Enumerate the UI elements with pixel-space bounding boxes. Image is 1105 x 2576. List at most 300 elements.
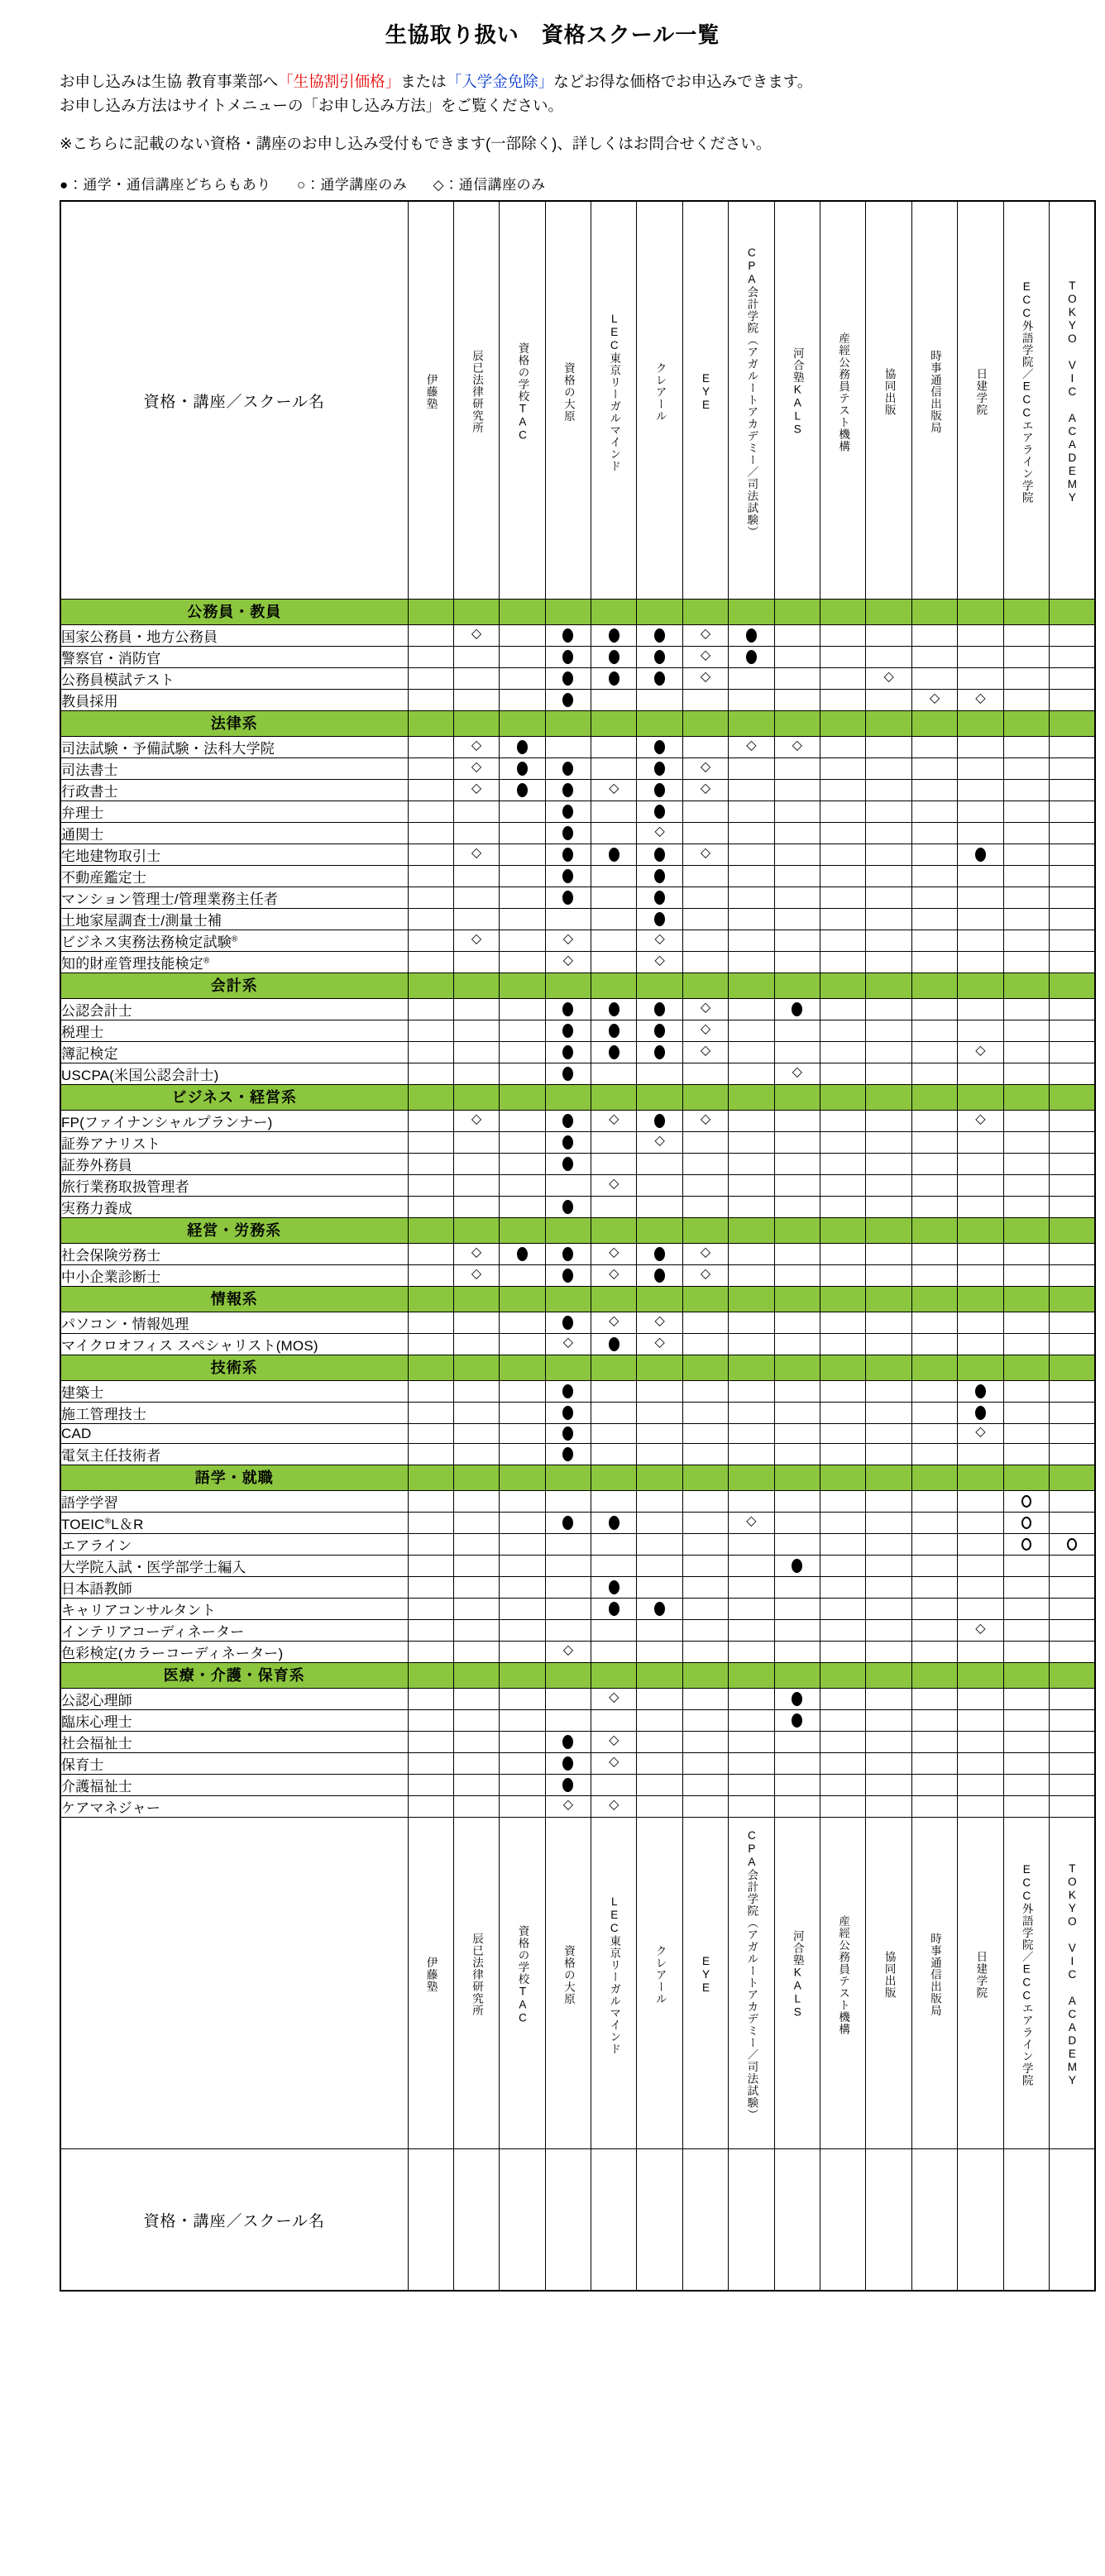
mark-correspondence-only [682,668,728,690]
course-name-cell: 証券アナリスト [60,1132,408,1154]
category-band-cell [729,1287,774,1312]
mark-empty [1049,1381,1094,1403]
filled-circle-icon [975,1384,986,1398]
diamond-icon: ◇ [700,1267,711,1282]
mark-correspondence-only [637,1312,682,1334]
mark-empty [866,887,911,909]
category-band-cell [682,1663,728,1689]
mark-both-modes [729,625,774,647]
qualification-school-matrix [60,200,1096,2292]
mark-empty [408,1334,453,1355]
mark-empty [1003,1132,1049,1154]
table-row [60,1796,1095,1818]
category-band-cell [911,973,957,999]
mark-empty [500,1154,545,1175]
mark-empty [453,823,499,844]
mark-empty [1003,1753,1049,1775]
footer-empty-cell [591,2149,637,2292]
matrix-footer-corner-label: 資格・講座／スクール名 [60,2149,408,2292]
category-band-cell [682,1465,728,1491]
mark-empty [866,737,911,758]
mark-empty [729,887,774,909]
mark-empty [1049,1063,1094,1085]
filled-circle-icon [562,1516,573,1530]
mark-empty [820,1534,866,1556]
mark-empty [820,1444,866,1465]
filled-circle-icon [562,869,573,883]
table-row [60,1334,1095,1355]
mark-empty [1003,1154,1049,1175]
category-band-cell [774,1465,820,1491]
category-band-cell [1049,1465,1094,1491]
mark-empty [453,1732,499,1753]
diamond-icon: ◇ [975,1622,986,1637]
mark-empty [911,1381,957,1403]
mark-empty [1049,823,1094,844]
mark-empty [911,780,957,801]
mark-empty [500,690,545,711]
mark-empty [1049,930,1094,952]
mark-both-modes [500,758,545,780]
mark-empty [911,909,957,930]
mark-empty [1049,844,1094,866]
table-row [60,1111,1095,1132]
mark-empty [682,909,728,930]
mark-empty [682,1689,728,1710]
mark-empty [774,625,820,647]
category-band-cell [682,600,728,625]
category-band-cell [545,1287,591,1312]
mark-both-modes [774,1556,820,1577]
diamond-icon: ◇ [471,1267,482,1282]
mark-empty [408,1154,453,1175]
mark-correspondence-only [453,758,499,780]
mark-empty [408,1020,453,1042]
course-name-cell: 簿記検定 [60,1042,408,1063]
mark-both-modes [545,758,591,780]
mark-empty [1003,1265,1049,1287]
mark-empty [729,952,774,973]
mark-empty [453,1334,499,1355]
mark-empty [682,1732,728,1753]
mark-empty [729,930,774,952]
mark-empty [1003,1775,1049,1796]
mark-empty [820,801,866,823]
course-name-cell: マンション管理士/管理業務主任者 [60,887,408,909]
mark-empty [500,844,545,866]
mark-empty [682,866,728,887]
course-name-cell: 実務力養成 [60,1197,408,1218]
category-label: 語学・就職 [60,1465,408,1491]
mark-empty [911,866,957,887]
school-footer-label: 協同出版 [883,1951,896,2000]
table-row [60,1753,1095,1775]
course-name-cell: 土地家屋調査士/測量士補 [60,909,408,930]
footer-empty-cell [1049,2149,1094,2292]
table-row [60,1689,1095,1710]
course-name-cell: ケアマネジャー [60,1796,408,1818]
mark-empty [1003,758,1049,780]
mark-empty [500,1403,545,1424]
mark-empty [591,930,637,952]
category-band-cell [682,1287,728,1312]
category-band-cell [866,1663,911,1689]
mark-both-modes [591,1513,637,1534]
mark-empty [1003,844,1049,866]
mark-empty [1003,1063,1049,1085]
diamond-icon: ◇ [654,1134,665,1149]
category-band-cell [682,973,728,999]
category-band-cell [911,1355,957,1381]
category-band-cell [545,1085,591,1111]
mark-empty [820,1334,866,1355]
mark-empty [453,1175,499,1197]
mark-both-modes [637,1111,682,1132]
mark-empty [729,1042,774,1063]
mark-empty [682,1513,728,1534]
mark-empty [774,1403,820,1424]
mark-empty [408,1710,453,1732]
mark-empty [500,1334,545,1355]
mark-empty [820,1424,866,1444]
mark-empty [545,1556,591,1577]
mark-empty [500,1534,545,1556]
category-band-cell [866,1465,911,1491]
mark-empty [866,1244,911,1265]
filled-circle-icon [517,740,528,754]
mark-both-modes [545,1381,591,1403]
category-label: 技術系 [60,1355,408,1381]
mark-empty [453,1577,499,1599]
mark-correspondence-only [591,780,637,801]
category-band-cell [591,1663,637,1689]
footer-empty-cell [729,2149,774,2292]
mark-both-modes [958,1381,1003,1403]
mark-empty [682,1424,728,1444]
mark-empty [911,1620,957,1642]
mark-empty [545,909,591,930]
mark-empty [500,1775,545,1796]
mark-empty [1049,647,1094,668]
course-name-cell: 証券外務員 [60,1154,408,1175]
filled-circle-icon [654,869,665,883]
mark-empty [408,1753,453,1775]
mark-empty [911,668,957,690]
mark-empty [774,844,820,866]
diamond-icon: ◇ [471,846,482,861]
filled-circle-icon [562,1447,573,1461]
mark-empty [1003,1381,1049,1403]
school-header-label: 辰已法律研究所 [471,350,484,434]
mark-both-modes [637,1244,682,1265]
school-header-8 [729,201,774,600]
mark-empty [1003,737,1049,758]
mark-both-modes [637,801,682,823]
mark-empty [1049,1244,1094,1265]
mark-empty [682,1491,728,1513]
mark-empty [958,887,1003,909]
mark-empty [911,844,957,866]
category-band-cell [958,1465,1003,1491]
diamond-icon: ◇ [746,1514,757,1529]
mark-empty [958,999,1003,1020]
mark-empty [911,1111,957,1132]
school-header-label: 伊藤塾 [424,374,438,410]
open-circle-icon [1021,1538,1031,1551]
mark-empty [1003,1556,1049,1577]
mark-empty [682,1334,728,1355]
mark-correspondence-only [637,823,682,844]
filled-circle-icon [562,1316,573,1330]
mark-empty [591,737,637,758]
category-band-cell [958,711,1003,737]
mark-empty [729,780,774,801]
mark-empty [408,737,453,758]
mark-empty [408,1444,453,1465]
mark-empty [820,1197,866,1218]
course-name-cell: 公認会計士 [60,999,408,1020]
category-band-cell [774,711,820,737]
mark-empty [591,887,637,909]
table-row [60,1444,1095,1465]
mark-empty [729,909,774,930]
category-band-cell [453,1355,499,1381]
mark-empty [911,737,957,758]
category-band-cell [729,1355,774,1381]
mark-empty [774,1334,820,1355]
school-footer-1 [408,1818,453,2149]
filled-circle-icon [654,1602,665,1616]
school-footer-label: 河合塾KALS [791,1930,804,2019]
school-footer-label: 時事通信出版局 [928,1933,941,2017]
intro-text-a: お申し込みは生協 教育事業部へ [60,73,279,90]
mark-empty [774,668,820,690]
category-band-cell [1049,600,1094,625]
mark-empty [774,1534,820,1556]
mark-correspondence-only [591,1796,637,1818]
mark-empty [1049,1753,1094,1775]
diamond-icon: ◇ [700,1112,711,1127]
mark-empty [774,1753,820,1775]
mark-both-modes [958,1403,1003,1424]
course-name-cell: USCPA(米国公認会計士) [60,1063,408,1085]
school-header-6 [637,201,682,600]
mark-classroom-only [1003,1491,1049,1513]
mark-empty [958,1312,1003,1334]
category-row [60,1287,1095,1312]
mark-empty [866,1796,911,1818]
category-band-cell [545,973,591,999]
mark-empty [820,1732,866,1753]
mark-both-modes [545,866,591,887]
mark-empty [729,1334,774,1355]
mark-empty [682,1381,728,1403]
category-band-cell [774,1218,820,1244]
mark-empty [1049,1620,1094,1642]
mark-empty [682,930,728,952]
mark-empty [500,1175,545,1197]
mark-empty [729,1424,774,1444]
mark-empty [958,1556,1003,1577]
filled-circle-icon [609,1024,619,1038]
mark-empty [500,647,545,668]
course-name-cell: 通関士 [60,823,408,844]
mark-both-modes [591,1020,637,1042]
mark-empty [408,1403,453,1424]
mark-empty [1049,1111,1094,1132]
mark-empty [545,737,591,758]
course-name-cell: 中小企業診断士 [60,1265,408,1287]
mark-empty [500,1753,545,1775]
filled-circle-icon [654,628,665,643]
mark-empty [958,866,1003,887]
category-band-cell [820,711,866,737]
mark-empty [774,1042,820,1063]
diamond-icon: ◇ [975,1112,986,1127]
mark-empty [1049,1689,1094,1710]
mark-empty [682,1403,728,1424]
mark-empty [500,1642,545,1663]
filled-circle-icon [654,1045,665,1059]
table-row [60,1042,1095,1063]
mark-empty [820,1063,866,1085]
mark-empty [453,1513,499,1534]
school-footer-3 [500,1818,545,2149]
mark-empty [774,952,820,973]
category-band-cell [911,1465,957,1491]
mark-empty [637,1444,682,1465]
mark-empty [911,999,957,1020]
diamond-icon: ◇ [471,738,482,753]
mark-empty [591,801,637,823]
mark-empty [1003,1424,1049,1444]
filled-circle-icon [562,1427,573,1441]
filled-circle-icon [654,783,665,797]
mark-both-modes [545,1753,591,1775]
mark-empty [911,1197,957,1218]
filled-circle-icon [562,1200,573,1214]
mark-empty [729,1620,774,1642]
mark-empty [911,1063,957,1085]
mark-empty [1049,1710,1094,1732]
category-row [60,1663,1095,1689]
category-band-cell [591,711,637,737]
mark-empty [729,758,774,780]
mark-empty [820,780,866,801]
mark-empty [408,1556,453,1577]
course-name-cell: CAD [60,1424,408,1444]
school-footer-6 [637,1818,682,2149]
mark-empty [820,737,866,758]
mark-empty [911,887,957,909]
mark-empty [453,866,499,887]
mark-both-modes [591,999,637,1020]
mark-empty [866,1753,911,1775]
mark-empty [774,1244,820,1265]
category-band-cell [682,711,728,737]
mark-correspondence-only [682,844,728,866]
mark-empty [1049,758,1094,780]
table-row [60,1020,1095,1042]
category-band-cell [1003,600,1049,625]
mark-empty [408,1534,453,1556]
mark-empty [1049,1312,1094,1334]
school-header-15 [1049,201,1094,600]
course-name-cell: 色彩検定(カラーコーディネーター) [60,1642,408,1663]
mark-correspondence-only [637,1132,682,1154]
mark-empty [408,887,453,909]
mark-empty [682,887,728,909]
category-band-cell [866,1085,911,1111]
mark-empty [774,930,820,952]
table-row [60,952,1095,973]
mark-empty [729,1063,774,1085]
mark-empty [591,909,637,930]
course-name-cell: 語学学習 [60,1491,408,1513]
mark-both-modes [500,1244,545,1265]
mark-empty [453,1689,499,1710]
legend-open: ○：通学講座のみ [297,177,408,194]
diamond-icon: ◇ [700,1022,711,1037]
mark-empty [1049,952,1094,973]
mark-empty [637,1513,682,1534]
mark-empty [958,1599,1003,1620]
mark-both-modes [545,1732,591,1753]
category-band-cell [866,711,911,737]
mark-empty [408,930,453,952]
mark-empty [911,758,957,780]
mark-empty [774,690,820,711]
category-band-cell [591,600,637,625]
mark-empty [637,1642,682,1663]
mark-empty [408,823,453,844]
mark-empty [911,1020,957,1042]
mark-both-modes [591,1334,637,1355]
school-footer-11 [866,1818,911,2149]
mark-both-modes [591,1577,637,1599]
table-row [60,999,1095,1020]
table-row [60,844,1095,866]
mark-empty [500,1197,545,1218]
mark-empty [911,1556,957,1577]
course-name-cell: 行政書士 [60,780,408,801]
mark-empty [820,1556,866,1577]
school-header-label: ECC外語学院／ECCエアライン学院 [1020,280,1033,504]
mark-empty [911,1775,957,1796]
mark-empty [911,647,957,668]
filled-circle-icon [654,671,665,686]
course-name-cell: 介護福祉士 [60,1775,408,1796]
footer-blank-cell [60,1818,408,2149]
mark-empty [866,1534,911,1556]
mark-empty [591,1403,637,1424]
mark-both-modes [545,823,591,844]
mark-empty [820,1689,866,1710]
mark-empty [408,866,453,887]
category-band-cell [729,973,774,999]
filled-circle-icon [654,762,665,776]
mark-both-modes [545,1775,591,1796]
mark-empty [866,1642,911,1663]
mark-empty [453,1154,499,1175]
filled-circle-icon [609,1045,619,1059]
mark-empty [500,887,545,909]
mark-empty [591,1424,637,1444]
category-band-cell [958,1085,1003,1111]
footer-empty-cell [774,2149,820,2292]
filled-circle-icon [562,1406,573,1420]
filled-circle-icon [562,671,573,686]
